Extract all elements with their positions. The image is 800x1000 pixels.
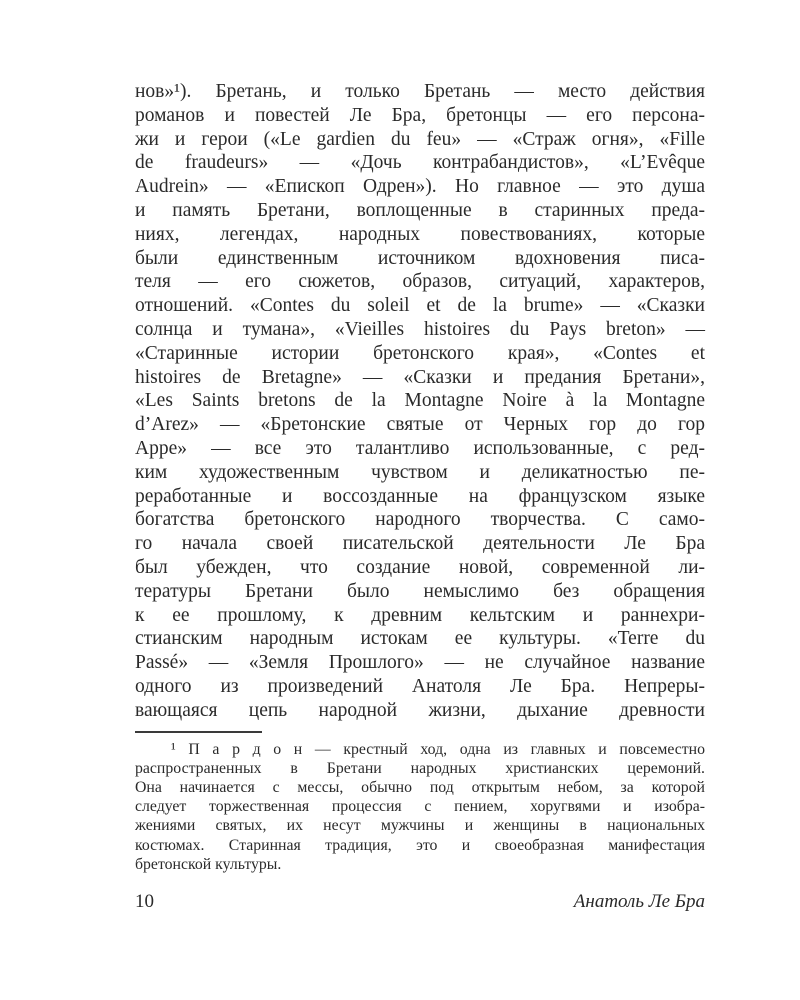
text-line: были единственным источником вдохновения писа- [135, 247, 705, 269]
text-line: отношений. «Contes du soleil et de la brume» — «Сказки [135, 295, 705, 317]
text-line: «Les Saints bretons de la Montagne Noire à la Montagne [135, 390, 705, 412]
text-line: солнца и тумана», «Vieilles histoires du Pays breton» — [135, 318, 705, 340]
page-footer [135, 891, 705, 913]
text-line: го начала своей писательской деятельности Ле Бра [135, 533, 705, 555]
text-line: Арре» — все это талантливо использованные, с ред- [135, 437, 705, 459]
text-line: бретонской культуры. [135, 855, 282, 873]
text-line: стианским народным истокам ее культуры. «Terre du [135, 628, 705, 650]
text-line: распространенных в Бретани народных христианских церемоний. [135, 759, 705, 777]
text-column [135, 80, 705, 874]
text-line: и память Бретани, воплощенные в старинных преда- [135, 199, 705, 221]
text-line: histoires de Bretagne» — «Сказки и предания Бретани», [135, 366, 705, 388]
text-line: ниях, легендах, народных повествованиях, которые [135, 223, 705, 245]
text-line: следует торжественная процессия с пением, хоругвями и изобра- [135, 798, 705, 816]
text-line: тературы Бретани было немыслимо без обращения [135, 580, 705, 602]
text-line: реработанные и воссозданные на французском языке [135, 485, 705, 507]
text-line: богатства бретонского народного творчества. С само- [135, 509, 705, 531]
text-line: нов»¹). Бретань, и только Бретань — место действия [135, 81, 705, 102]
text-line: ¹ П а р д о н — крестный ход, одна из главных и повсеместно [171, 740, 705, 758]
text-line: был убежден, что создание новой, современной ли- [135, 556, 705, 578]
page-number: 10 [135, 891, 154, 912]
text-line: к ее прошлому, к древним кельтским и раннехри- [135, 604, 705, 626]
text-line: «Старинные истории бретонского края», «Contes et [135, 342, 705, 364]
text-line: de fraudeurs» — «Дочь контрабандистов», «L’Evêque [135, 152, 705, 174]
text-line: жи и герои («Le gardien du feu» — «Страж огня», «Fille [135, 128, 705, 150]
body-text [135, 80, 705, 723]
text-line: Passé» — «Земля Прошлого» — не случайное название [135, 652, 705, 674]
text-line: теля — его сюжетов, образов, ситуаций, характеров, [135, 271, 705, 293]
footnote-separator [135, 731, 262, 733]
footnote-text [135, 740, 705, 874]
text-line: ким художественным чувством и деликатностью пе- [135, 461, 705, 483]
text-line: Audrein» — «Епископ Одрен»). Но главное — это душа [135, 176, 705, 198]
running-title: Анатоль Ле Бра [573, 891, 705, 912]
text-line: романов и повестей Ле Бра, бретонцы — его персона- [135, 104, 705, 126]
text-line: d’Arez» — «Бретонские святые от Черных гор до гор [135, 414, 705, 436]
text-line: жениями святых, их несут мужчины и женщины в национальных [135, 817, 705, 835]
text-line: одного из произведений Анатоля Ле Бра. Непреры- [135, 675, 705, 697]
text-line: костюмах. Старинная традиция, это и своеобразная манифестация [135, 836, 705, 854]
text-line: Она начинается с мессы, обычно под открытым небом, за которой [135, 778, 705, 796]
text-line: вающаяся цепь народной жизни, дыхание древности [135, 699, 705, 721]
